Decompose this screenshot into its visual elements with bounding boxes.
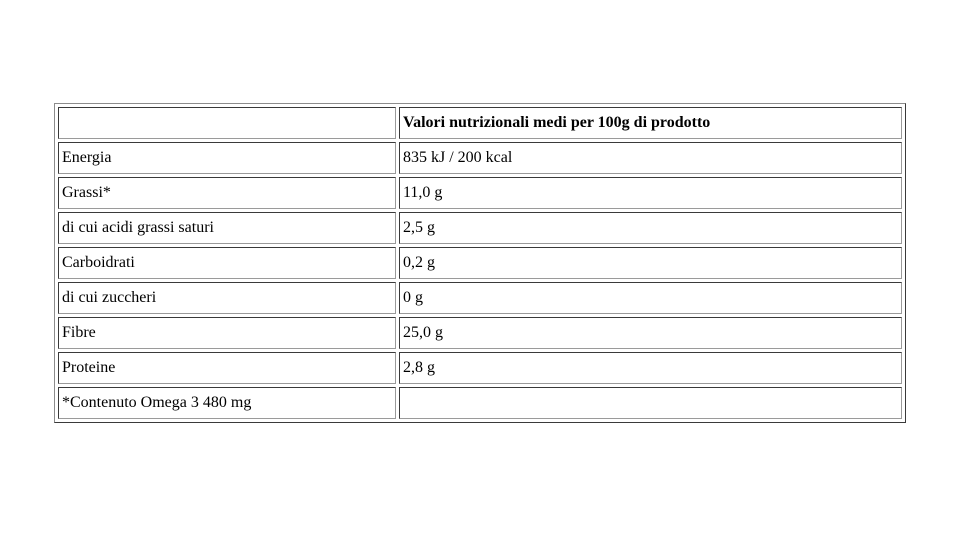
nutrient-label: Carboidrati [58, 247, 396, 279]
header-label-cell [58, 107, 396, 139]
table-row [58, 247, 902, 279]
nutrient-label: di cui zuccheri [58, 282, 396, 314]
nutrient-value: 2,5 g [399, 212, 902, 244]
table-row [58, 212, 902, 244]
nutrient-label: di cui acidi grassi saturi [58, 212, 396, 244]
footnote-value [399, 387, 902, 419]
table-row [58, 317, 902, 349]
nutrient-label: Energia [58, 142, 396, 174]
nutrient-value: 25,0 g [399, 317, 902, 349]
table-row [58, 282, 902, 314]
nutrient-value: 0 g [399, 282, 902, 314]
table-row [58, 177, 902, 209]
nutrient-value: 2,8 g [399, 352, 902, 384]
nutrient-value: 835 kJ / 200 kcal [399, 142, 902, 174]
table-row [58, 352, 902, 384]
nutrition-table [54, 103, 906, 423]
nutrient-value: 0,2 g [399, 247, 902, 279]
nutrient-label: Fibre [58, 317, 396, 349]
table-header-row [58, 107, 902, 139]
header-value-cell: Valori nutrizionali medi per 100g di prodotto [399, 107, 902, 139]
nutrient-label: Proteine [58, 352, 396, 384]
table-row-footnote [58, 387, 902, 419]
nutrient-value: 11,0 g [399, 177, 902, 209]
table-row [58, 142, 902, 174]
nutrient-label: Grassi* [58, 177, 396, 209]
footnote-label: *Contenuto Omega 3 480 mg [58, 387, 396, 419]
